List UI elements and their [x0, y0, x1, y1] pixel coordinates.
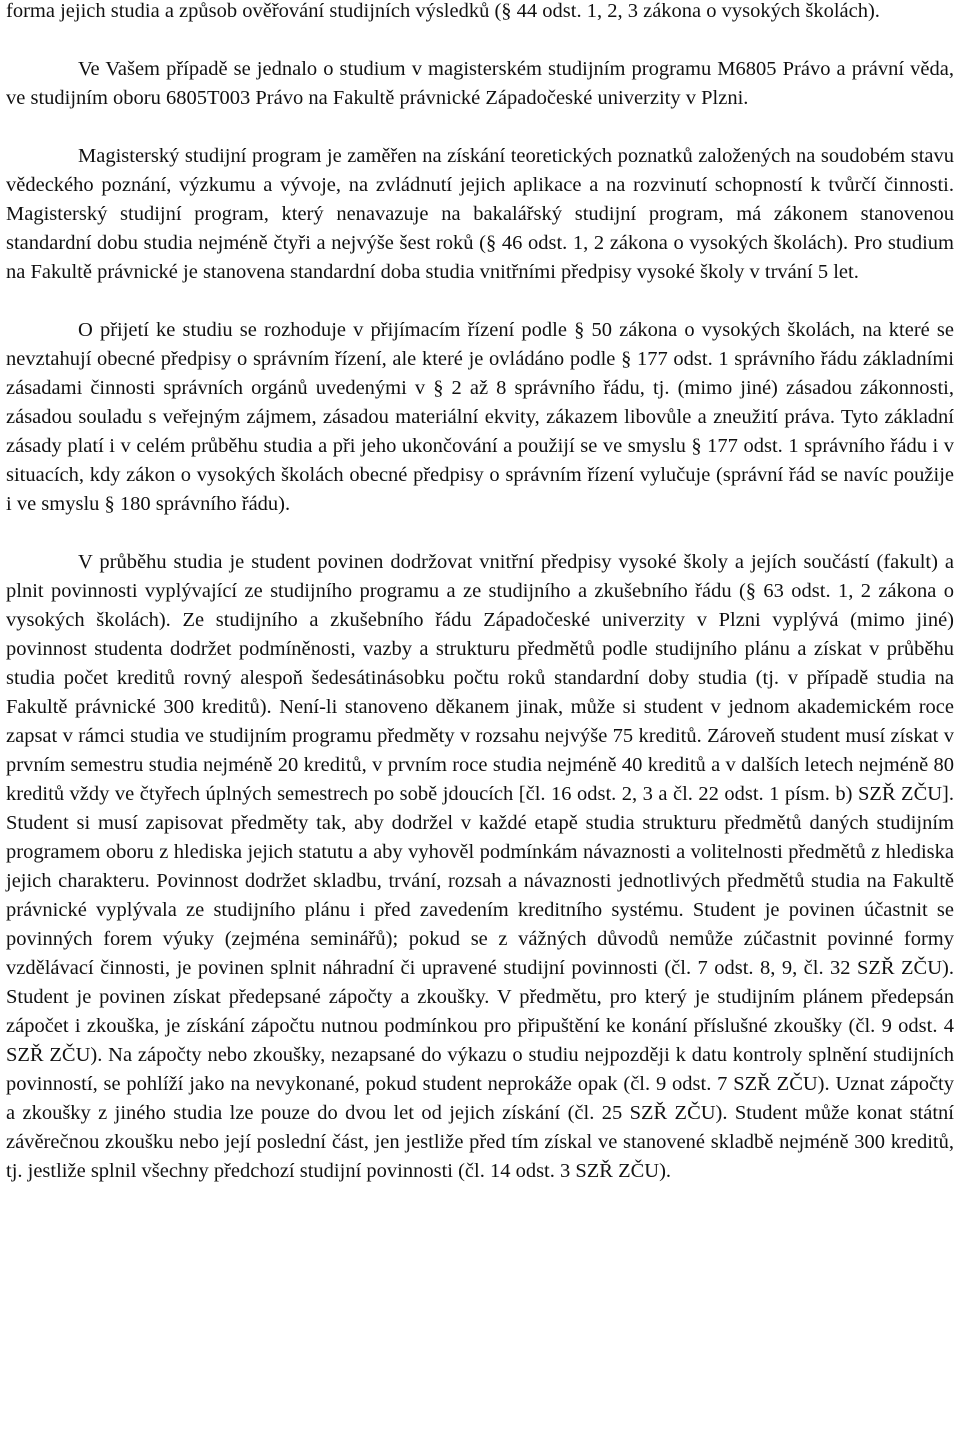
- paragraph-study-obligations: V průběhu studia je student povinen dodržovat vnitřní předpisy vysoké školy a jejích součástí (fakult) a plnit povinnosti vyplývající ze studijního programu a ze studijního a zkušebního řádu (§ 63 odst. 1, 2 zákona o vysokých školách). Ze studijního a zkušebního řádu Západočeské univerzity v Plzni vyplývá (mimo jiné) povinnost studenta dodržet podmíněnosti, vazby a strukturu předmětů podle studijního plánu a získat v průběhu studia počet kreditů rovný alespoň šedesátinásobku počtu roků standardní doby studia (tj. v případě studia na Fakultě právnické 300 kreditů). Není-li stanoveno děkanem jinak, může si student v jednom akademickém roce zapsat v rámci studia ve studijním programu předměty v rozsahu nejvýše 75 kreditů. Zároveň student musí získat v prvním semestru studia nejméně 20 kreditů, v prvním roce studia nejméně 40 kreditů a v dalších letech nejméně 80 kreditů vždy ve čtyřech úplných semestrech po sobě jdoucích [čl. 16 odst. 2, 3 a čl. 22 odst. 1 písm. b) SZŘ ZČU]. Student si musí zapisovat předměty tak, aby dodržel v každé etapě studia strukturu předmětů daných studijním programem oboru z hlediska jejich statutu a aby vyhověl podmínkám návaznosti a volitelnosti předmětů z hlediska jejich charakteru. Povinnost dodržet skladbu, trvání, rozsah a návaznosti jednotlivých předmětů studia na Fakultě právnické vyplývala ze studijního plánu i před zavedením kreditního systému. Student je povinen účastnit se povinných forem výuky (zejména seminářů); pokud se z vážných důvodů nemůže zúčastnit povinné formy vzdělávací činnosti, je povinen splnit náhradní či upravené studijní povinnosti (čl. 7 odst. 8, 9, čl. 32 SZŘ ZČU). Student je povinen získat předepsané zápočty a zkoušky. V předmětu, pro který je studijním plánem předepsán zápočet i zkouška, je získání zápočtu nutnou podmínkou pro připuštění ke konání příslušné zkoušky (čl. 9 odst. 4 SZŘ ZČU). Na zápočty nebo zkoušky, nezapsané do výkazu o studiu nejpozději k datu kontroly splnění studijních povinností, se pohlíží jako na nevykonané, pokud student neprokáže opak (čl. 9 odst. 7 SZŘ ZČU). Uznat zápočty a zkoušky z jiného studia lze pouze do dvou let od jejich získání (čl. 25 SZŘ ZČU). Student může konat státní závěrečnou zkoušku nebo její poslední část, jen jestliže před tím získal ve stanovené skladbě nejméně 300 kreditů, tj. jestliže splnil všechny předchozí studijní povinnosti (čl. 14 odst. 3 SZŘ ZČU).: [6, 551, 954, 1182]
- paragraph-continuation: forma jejich studia a způsob ověřování studijních výsledků (§ 44 odst. 1, 2, 3 zákona o vysokých školách).: [6, 0, 880, 22]
- paragraph-admission: O přijetí ke studiu se rozhoduje v přijímacím řízení podle § 50 zákona o vysokých školách, na které se nevztahují obecné předpisy o správním řízení, ale které je ovládáno podle § 177 odst. 1 správního řádu základními zásadami činnosti správních orgánů uvedenými v § 2 až 8 správního řádu, tj. (mimo jiné) zásadou zákonnosti, zásadou souladu s veřejným zájmem, zásadou materiální ekvity, zákazem libovůle a zneužití práva. Tyto základní zásady platí i v celém průběhu studia a při jeho ukončování a použijí se ve smyslu § 177 odst. 1 správního řádu i v situacích, kdy zákon o vysokých školách obecné předpisy o správním řízení vylučuje (správní řád se navíc použije i ve smyslu § 180 správního řádu).: [6, 319, 954, 515]
- paragraph-master-program: Magisterský studijní program je zaměřen na získání teoretických poznatků založených na soudobém stavu vědeckého poznání, výzkumu a vývoje, na zvládnutí jejich aplikace a na rozvinutí schopností k tvůrčí činnosti. Magisterský studijní program, který nenavazuje na bakalářský studijní program, má zákonem stanovenou standardní dobu studia nejméně čtyři a nejvýše šest roků (§ 46 odst. 1, 2 zákona o vysokých školách). Pro studium na Fakultě právnické je stanovena standardní doba studia vnitřními předpisy vysoké školy v trvání 5 let.: [6, 145, 954, 283]
- document-page: [6, 0, 954, 1215]
- paragraph-study-program: Ve Vašem případě se jednalo o studium v magisterském studijním programu M6805 Právo a právní věda, ve studijním oboru 6805T003 Právo na Fakultě právnické Západočeské univerzity v Plzni.: [6, 58, 954, 109]
